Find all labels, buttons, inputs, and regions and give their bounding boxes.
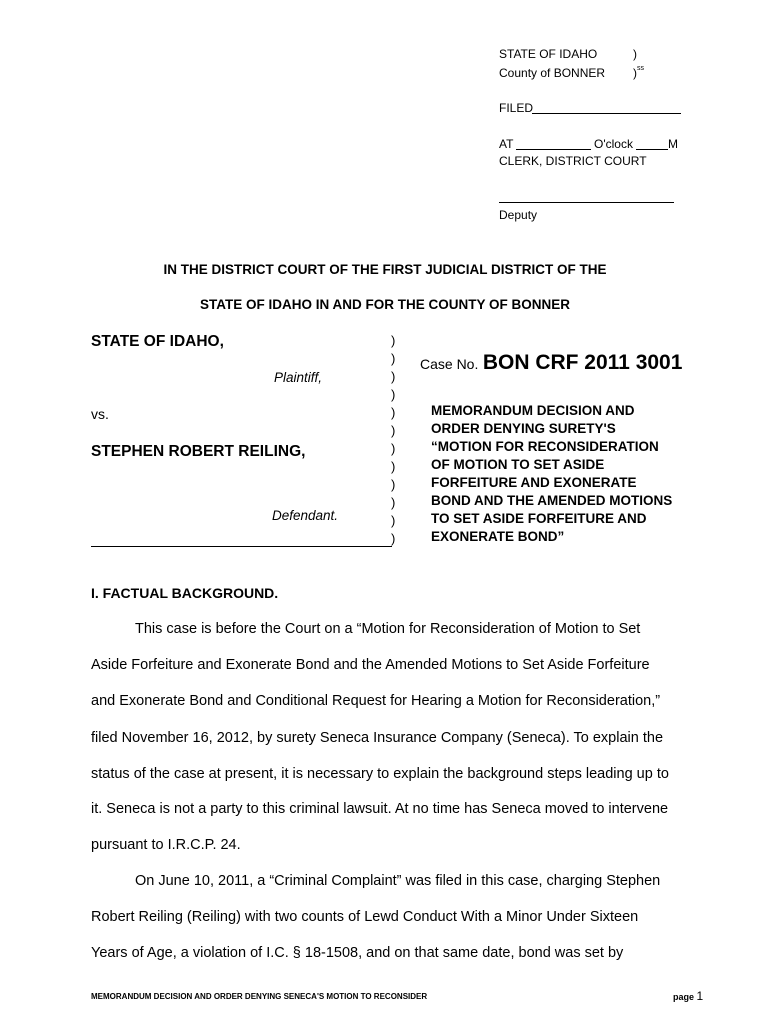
body-line: status of the case at present, it is necessary to explain the background steps leading up to [91, 766, 669, 782]
clerk-ss: ss [637, 65, 644, 72]
document-caption [431, 402, 672, 546]
caption-paren: ) [391, 333, 396, 348]
caption-paren: ) [391, 387, 396, 402]
body-line: pursuant to I.R.C.P. 24. [91, 837, 241, 853]
plaintiff-role: Plaintiff, [274, 370, 323, 385]
oclock-blank-line [636, 149, 668, 150]
caption-line: FORFEITURE AND EXONERATE [431, 475, 637, 490]
clerk-county: County of BONNER [499, 66, 606, 80]
footer-page [673, 989, 703, 1003]
court-heading-line1: IN THE DISTRICT COURT OF THE FIRST JUDICIAL DISTRICT OF THE [163, 262, 607, 277]
at-blank-line [516, 149, 591, 150]
body-line: On June 10, 2011, a “Criminal Complaint” was filed in this case, charging Stephen [135, 873, 661, 889]
clerk-oclock: O'clock [594, 137, 633, 151]
defendant-role: Defendant. [272, 508, 339, 523]
clerk-county-paren-wrap [633, 66, 644, 80]
caption-line: EXONERATE BOND” [431, 529, 565, 544]
case-number: BON CRF 2011 3001 [482, 351, 683, 374]
caption-bottom-rule [91, 546, 392, 547]
caption-paren: ) [391, 441, 396, 456]
caption-line: OF MOTION TO SET ASIDE [431, 457, 605, 472]
body-line: Aside Forfeiture and Exonerate Bond and the Amended Motions to Set Aside Forfeiture [91, 657, 650, 673]
clerk-state: STATE OF IDAHO [499, 47, 598, 61]
case-number-line [420, 351, 682, 375]
caption-paren: ) [391, 513, 396, 528]
page-label: page [673, 992, 695, 1002]
body-line: Years of Age, a violation of I.C. § 18-1508, and on that same date, bond was set by [91, 945, 624, 961]
caption-paren: ) [391, 477, 396, 492]
caption-line: ORDER DENYING SURETY'S [431, 421, 616, 436]
clerk-filed: FILED [499, 101, 534, 115]
caption-line: TO SET ASIDE FORFEITURE AND [431, 511, 647, 526]
clerk-at: AT [499, 137, 514, 151]
clerk-county-paren: ) [633, 66, 637, 80]
section-heading: I. FACTUAL BACKGROUND. [91, 585, 279, 601]
deputy-signature-line [499, 202, 674, 203]
caption-paren: ) [391, 351, 396, 366]
defendant-name: STEPHEN ROBERT REILING, [91, 443, 306, 460]
clerk-deputy: Deputy [499, 208, 538, 222]
caption-paren: ) [391, 369, 396, 384]
caption-line: “MOTION FOR RECONSIDERATION [431, 439, 659, 454]
case-number-label: Case No. [420, 356, 479, 372]
page-number: 1 [696, 989, 704, 1003]
body-line: Robert Reiling (Reiling) with two counts of Lewd Conduct With a Minor Under Sixteen [91, 909, 639, 925]
body-line: filed November 16, 2012, by surety Seneca Insurance Company (Seneca). To explain the [91, 730, 664, 746]
caption-paren: ) [391, 405, 396, 420]
caption-paren: ) [391, 459, 396, 474]
caption-paren: ) [391, 531, 396, 546]
filed-blank-line [532, 113, 681, 114]
clerk-district-court: CLERK, DISTRICT COURT [499, 154, 647, 168]
clerk-m: M [668, 137, 678, 151]
body-line: and Exonerate Bond and Conditional Request for Hearing a Motion for Reconsideration,” [91, 693, 661, 709]
plaintiff-name: STATE OF IDAHO, [91, 333, 224, 350]
caption-line: BOND AND THE AMENDED MOTIONS [431, 493, 673, 508]
footer-title: MEMORANDUM DECISION AND ORDER DENYING SENECA'S MOTION TO RECONSIDER [91, 992, 428, 1001]
caption-line: MEMORANDUM DECISION AND [431, 403, 635, 418]
versus: vs. [91, 406, 109, 422]
clerk-state-paren: ) [633, 47, 637, 61]
body-line: This case is before the Court on a “Motion for Reconsideration of Motion to Set [135, 621, 641, 637]
caption-paren: ) [391, 495, 396, 510]
caption-paren: ) [391, 423, 396, 438]
body-line: it. Seneca is not a party to this criminal lawsuit. At no time has Seneca moved to intervene [91, 801, 669, 817]
court-heading-line2: STATE OF IDAHO IN AND FOR THE COUNTY OF BONNER [200, 297, 570, 312]
